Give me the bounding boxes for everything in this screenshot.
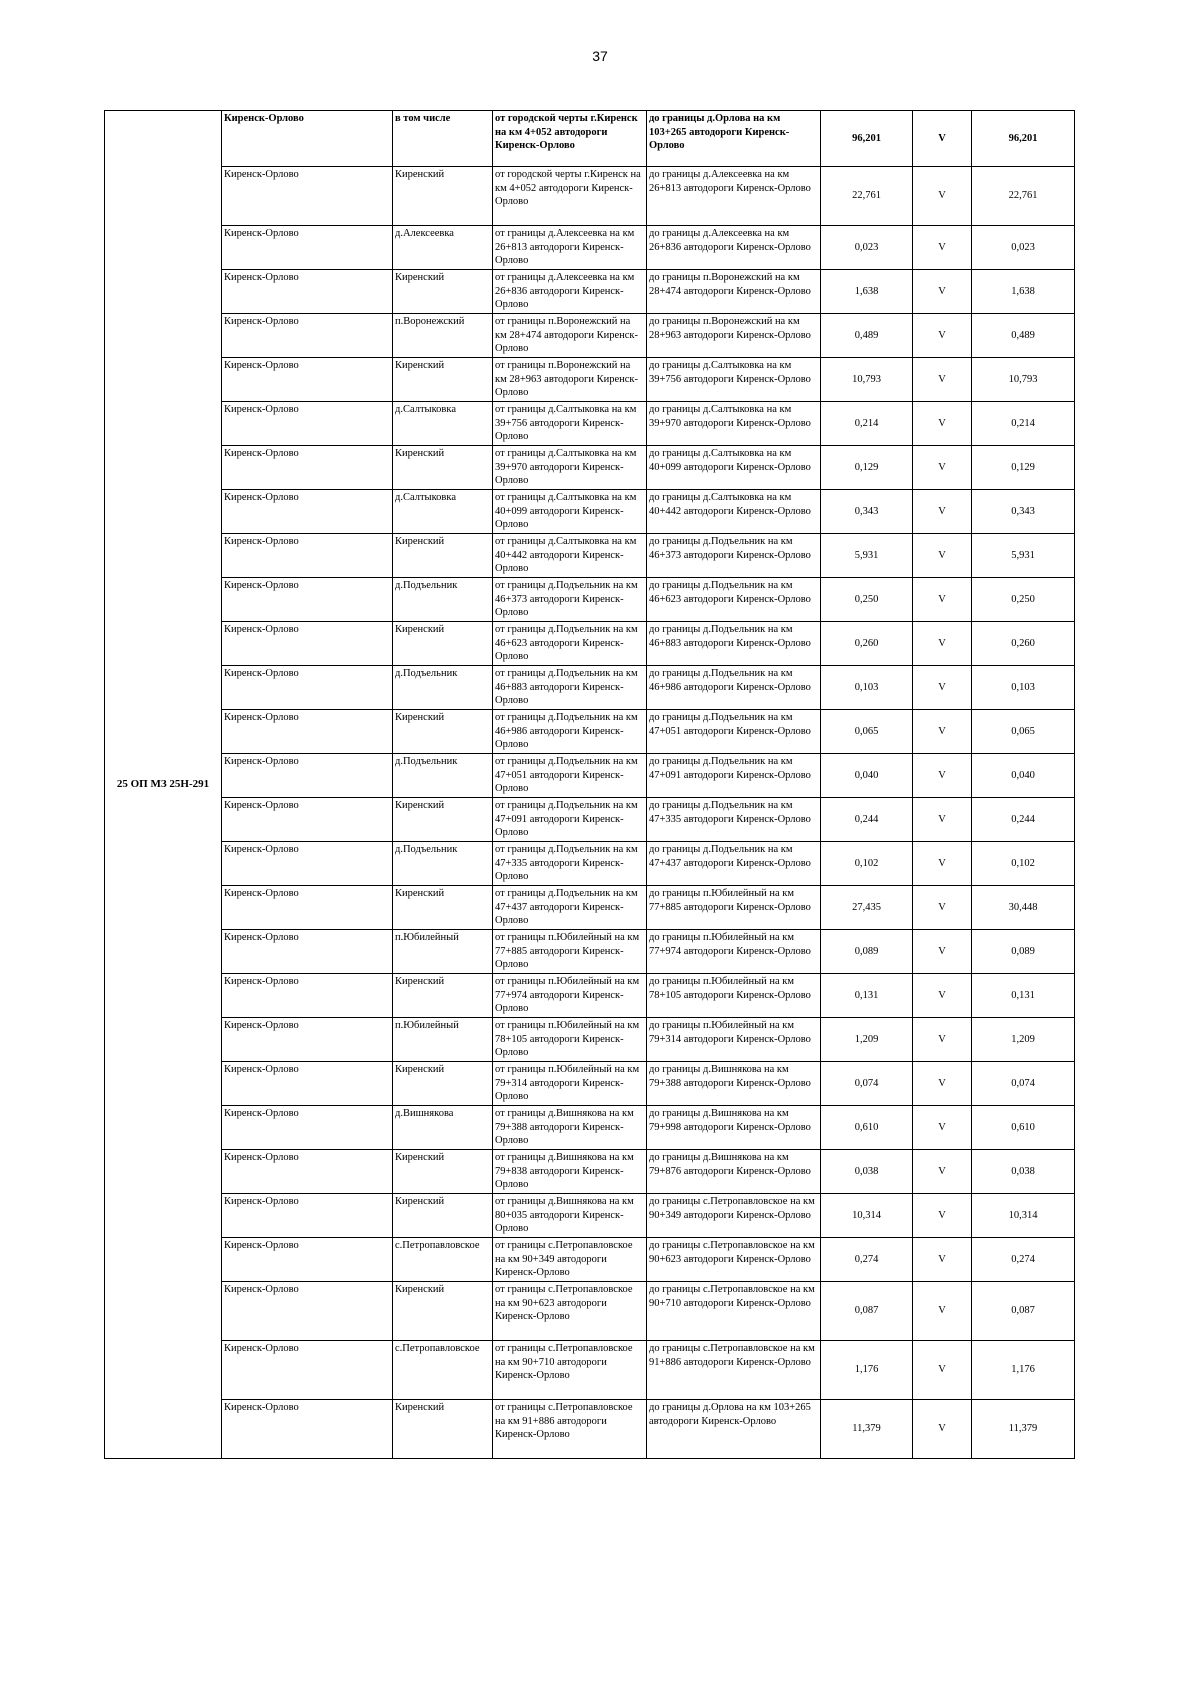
from-point-cell: от границы п.Юбилейный на км 79+314 автодороги Киренск-Орлово (493, 1062, 647, 1106)
area-cell: Киренский (393, 622, 493, 666)
area-cell: п.Юбилейный (393, 930, 493, 974)
from-point-cell: от границы д.Алексеевка на км 26+836 автодороги Киренск-Орлово (493, 270, 647, 314)
length-cell: 0,260 (821, 622, 913, 666)
area-cell: с.Петропавловское (393, 1341, 493, 1400)
from-point-cell: от городской черты г.Киренск на км 4+052 автодороги Киренск-Орлово (493, 167, 647, 226)
from-point-cell: от границы д.Вишнякова на км 79+838 автодороги Киренск-Орлово (493, 1150, 647, 1194)
area-cell: д.Подъельник (393, 578, 493, 622)
area-cell: д.Подъельник (393, 842, 493, 886)
category-cell: V (913, 798, 972, 842)
road-name-cell: Киренск-Орлово (222, 1282, 393, 1341)
category-cell: V (913, 270, 972, 314)
to-point-cell: до границы п.Юбилейный на км 78+105 автодороги Киренск-Орлово (647, 974, 821, 1018)
roads-table (104, 110, 1075, 1459)
from-point-cell: от границы д.Салтыковка на км 40+442 автодороги Киренск-Орлово (493, 534, 647, 578)
total-length-cell: 0,065 (972, 710, 1075, 754)
table-row (105, 490, 1075, 534)
road-name-cell: Киренск-Орлово (222, 490, 393, 534)
category-cell: V (913, 886, 972, 930)
to-point-cell: до границы д.Вишнякова на км 79+388 автодороги Киренск-Орлово (647, 1062, 821, 1106)
table-row (105, 111, 1075, 167)
road-name-cell: Киренск-Орлово (222, 842, 393, 886)
to-point-cell: до границы д.Подъельник на км 47+437 автодороги Киренск-Орлово (647, 842, 821, 886)
total-length-cell: 5,931 (972, 534, 1075, 578)
to-point-cell: до границы п.Юбилейный на км 77+974 автодороги Киренск-Орлово (647, 930, 821, 974)
length-cell: 10,793 (821, 358, 913, 402)
table-row (105, 270, 1075, 314)
total-length-cell: 96,201 (972, 111, 1075, 167)
to-point-cell: до границы с.Петропавловское на км 90+349 автодороги Киренск-Орлово (647, 1194, 821, 1238)
category-cell: V (913, 111, 972, 167)
road-name-cell: Киренск-Орлово (222, 1018, 393, 1062)
area-cell: д.Салтыковка (393, 490, 493, 534)
table-row (105, 226, 1075, 270)
to-point-cell: до границы п.Воронежский на км 28+474 автодороги Киренск-Орлово (647, 270, 821, 314)
road-name-cell: Киренск-Орлово (222, 111, 393, 167)
to-point-cell: до границы с.Петропавловское на км 91+886 автодороги Киренск-Орлово (647, 1341, 821, 1400)
area-cell: Киренский (393, 167, 493, 226)
road-name-cell: Киренск-Орлово (222, 446, 393, 490)
category-cell: V (913, 710, 972, 754)
from-point-cell: от границы с.Петропавловское на км 90+710 автодороги Киренск-Орлово (493, 1341, 647, 1400)
total-length-cell: 0,274 (972, 1238, 1075, 1282)
table-body (105, 111, 1075, 1459)
road-code-cell: 25 ОП МЗ 25Н-291 (105, 111, 222, 1459)
table-row (105, 534, 1075, 578)
road-name-cell: Киренск-Орлово (222, 1150, 393, 1194)
total-length-cell: 22,761 (972, 167, 1075, 226)
category-cell: V (913, 1341, 972, 1400)
to-point-cell: до границы д.Орлова на км 103+265 автодороги Киренск-Орлово (647, 1400, 821, 1459)
table-row (105, 1238, 1075, 1282)
from-point-cell: от границы д.Подъельник на км 47+051 автодороги Киренск-Орлово (493, 754, 647, 798)
length-cell: 0,087 (821, 1282, 913, 1341)
road-name-cell: Киренск-Орлово (222, 1194, 393, 1238)
total-length-cell: 0,489 (972, 314, 1075, 358)
road-name-cell: Киренск-Орлово (222, 798, 393, 842)
road-name-cell: Киренск-Орлово (222, 930, 393, 974)
from-point-cell: от границы д.Вишнякова на км 80+035 автодороги Киренск-Орлово (493, 1194, 647, 1238)
category-cell: V (913, 1400, 972, 1459)
total-length-cell: 0,131 (972, 974, 1075, 1018)
from-point-cell: от границы с.Петропавловское на км 90+623 автодороги Киренск-Орлово (493, 1282, 647, 1341)
length-cell: 0,074 (821, 1062, 913, 1106)
total-length-cell: 0,102 (972, 842, 1075, 886)
length-cell: 0,129 (821, 446, 913, 490)
total-length-cell: 10,793 (972, 358, 1075, 402)
category-cell: V (913, 754, 972, 798)
road-name-cell: Киренск-Орлово (222, 358, 393, 402)
from-point-cell: от границы п.Юбилейный на км 77+885 автодороги Киренск-Орлово (493, 930, 647, 974)
category-cell: V (913, 1062, 972, 1106)
road-name-cell: Киренск-Орлово (222, 1238, 393, 1282)
total-length-cell: 0,250 (972, 578, 1075, 622)
area-cell: Киренский (393, 358, 493, 402)
category-cell: V (913, 930, 972, 974)
length-cell: 22,761 (821, 167, 913, 226)
from-point-cell: от границы с.Петропавловское на км 90+349 автодороги Киренск-Орлово (493, 1238, 647, 1282)
table-row (105, 167, 1075, 226)
area-cell: Киренский (393, 886, 493, 930)
length-cell: 0,244 (821, 798, 913, 842)
total-length-cell: 0,129 (972, 446, 1075, 490)
table-row (105, 314, 1075, 358)
area-cell: Киренский (393, 1150, 493, 1194)
from-point-cell: от границы д.Подъельник на км 47+335 автодороги Киренск-Орлово (493, 842, 647, 886)
total-length-cell: 0,038 (972, 1150, 1075, 1194)
area-cell: Киренский (393, 1400, 493, 1459)
table-row (105, 930, 1075, 974)
to-point-cell: до границы д.Подъельник на км 46+373 автодороги Киренск-Орлово (647, 534, 821, 578)
length-cell: 0,102 (821, 842, 913, 886)
table-row (105, 446, 1075, 490)
from-point-cell: от границы д.Алексеевка на км 26+813 автодороги Киренск-Орлово (493, 226, 647, 270)
to-point-cell: до границы п.Юбилейный на км 79+314 автодороги Киренск-Орлово (647, 1018, 821, 1062)
table-row (105, 402, 1075, 446)
from-point-cell: от границы п.Воронежский на км 28+474 автодороги Киренск-Орлово (493, 314, 647, 358)
table-row (105, 710, 1075, 754)
road-name-cell: Киренск-Орлово (222, 886, 393, 930)
from-point-cell: от границы д.Подъельник на км 46+623 автодороги Киренск-Орлово (493, 622, 647, 666)
road-name-cell: Киренск-Орлово (222, 622, 393, 666)
length-cell: 0,065 (821, 710, 913, 754)
table-row (105, 886, 1075, 930)
road-name-cell: Киренск-Орлово (222, 1062, 393, 1106)
table-row (105, 1018, 1075, 1062)
total-length-cell: 1,176 (972, 1341, 1075, 1400)
table-row (105, 358, 1075, 402)
category-cell: V (913, 314, 972, 358)
table-row (105, 578, 1075, 622)
from-point-cell: от границы д.Подъельник на км 46+883 автодороги Киренск-Орлово (493, 666, 647, 710)
road-name-cell: Киренск-Орлово (222, 1400, 393, 1459)
area-cell: с.Петропавловское (393, 1238, 493, 1282)
total-length-cell: 1,209 (972, 1018, 1075, 1062)
category-cell: V (913, 666, 972, 710)
to-point-cell: до границы д.Орлова на км 103+265 автодороги Киренск-Орлово (647, 111, 821, 167)
length-cell: 0,131 (821, 974, 913, 1018)
category-cell: V (913, 446, 972, 490)
length-cell: 0,023 (821, 226, 913, 270)
to-point-cell: до границы п.Юбилейный на км 77+885 автодороги Киренск-Орлово (647, 886, 821, 930)
to-point-cell: до границы д.Вишнякова на км 79+998 автодороги Киренск-Орлово (647, 1106, 821, 1150)
area-cell: Киренский (393, 710, 493, 754)
table-row (105, 666, 1075, 710)
to-point-cell: до границы д.Салтыковка на км 39+970 автодороги Киренск-Орлово (647, 402, 821, 446)
road-name-cell: Киренск-Орлово (222, 754, 393, 798)
total-length-cell: 0,103 (972, 666, 1075, 710)
road-name-cell: Киренск-Орлово (222, 1341, 393, 1400)
to-point-cell: до границы д.Подъельник на км 46+623 автодороги Киренск-Орлово (647, 578, 821, 622)
area-cell: д.Подъельник (393, 754, 493, 798)
total-length-cell: 30,448 (972, 886, 1075, 930)
to-point-cell: до границы д.Вишнякова на км 79+876 автодороги Киренск-Орлово (647, 1150, 821, 1194)
total-length-cell: 0,089 (972, 930, 1075, 974)
category-cell: V (913, 534, 972, 578)
category-cell: V (913, 842, 972, 886)
from-point-cell: от границы д.Салтыковка на км 39+970 автодороги Киренск-Орлово (493, 446, 647, 490)
to-point-cell: до границы д.Подъельник на км 46+883 автодороги Киренск-Орлово (647, 622, 821, 666)
table-row (105, 842, 1075, 886)
length-cell: 0,250 (821, 578, 913, 622)
total-length-cell: 0,610 (972, 1106, 1075, 1150)
to-point-cell: до границы д.Алексеевка на км 26+813 автодороги Киренск-Орлово (647, 167, 821, 226)
to-point-cell: до границы д.Салтыковка на км 40+442 автодороги Киренск-Орлово (647, 490, 821, 534)
category-cell: V (913, 1282, 972, 1341)
from-point-cell: от границы д.Подъельник на км 46+373 автодороги Киренск-Орлово (493, 578, 647, 622)
table-row (105, 1400, 1075, 1459)
road-name-cell: Киренск-Орлово (222, 402, 393, 446)
road-name-cell: Киренск-Орлово (222, 974, 393, 1018)
area-cell: п.Воронежский (393, 314, 493, 358)
total-length-cell: 0,214 (972, 402, 1075, 446)
category-cell: V (913, 622, 972, 666)
length-cell: 1,209 (821, 1018, 913, 1062)
category-cell: V (913, 402, 972, 446)
length-cell: 1,638 (821, 270, 913, 314)
length-cell: 96,201 (821, 111, 913, 167)
road-name-cell: Киренск-Орлово (222, 710, 393, 754)
from-point-cell: от границы д.Салтыковка на км 39+756 автодороги Киренск-Орлово (493, 402, 647, 446)
page-number: 37 (592, 48, 608, 64)
from-point-cell: от границы п.Воронежский на км 28+963 автодороги Киренск-Орлово (493, 358, 647, 402)
table-row (105, 622, 1075, 666)
length-cell: 0,089 (821, 930, 913, 974)
total-length-cell: 11,379 (972, 1400, 1075, 1459)
road-name-cell: Киренск-Орлово (222, 534, 393, 578)
to-point-cell: до границы д.Салтыковка на км 39+756 автодороги Киренск-Орлово (647, 358, 821, 402)
to-point-cell: до границы д.Алексеевка на км 26+836 автодороги Киренск-Орлово (647, 226, 821, 270)
area-cell: Киренский (393, 446, 493, 490)
total-length-cell: 0,023 (972, 226, 1075, 270)
total-length-cell: 0,343 (972, 490, 1075, 534)
table-row (105, 1106, 1075, 1150)
category-cell: V (913, 226, 972, 270)
area-cell: Киренский (393, 798, 493, 842)
to-point-cell: до границы с.Петропавловское на км 90+623 автодороги Киренск-Орлово (647, 1238, 821, 1282)
length-cell: 0,274 (821, 1238, 913, 1282)
area-cell: Киренский (393, 1194, 493, 1238)
from-point-cell: от границы с.Петропавловское на км 91+886 автодороги Киренск-Орлово (493, 1400, 647, 1459)
table-row (105, 1194, 1075, 1238)
road-name-cell: Киренск-Орлово (222, 578, 393, 622)
length-cell: 10,314 (821, 1194, 913, 1238)
category-cell: V (913, 167, 972, 226)
road-name-cell: Киренск-Орлово (222, 314, 393, 358)
category-cell: V (913, 578, 972, 622)
road-name-cell: Киренск-Орлово (222, 226, 393, 270)
length-cell: 0,610 (821, 1106, 913, 1150)
to-point-cell: до границы д.Подъельник на км 46+986 автодороги Киренск-Орлово (647, 666, 821, 710)
category-cell: V (913, 1150, 972, 1194)
table-row (105, 974, 1075, 1018)
length-cell: 0,040 (821, 754, 913, 798)
from-point-cell: от границы д.Подъельник на км 47+437 автодороги Киренск-Орлово (493, 886, 647, 930)
total-length-cell: 0,074 (972, 1062, 1075, 1106)
category-cell: V (913, 358, 972, 402)
length-cell: 1,176 (821, 1341, 913, 1400)
road-name-cell: Киренск-Орлово (222, 270, 393, 314)
length-cell: 5,931 (821, 534, 913, 578)
from-point-cell: от городской черты г.Киренск на км 4+052 автодороги Киренск-Орлово (493, 111, 647, 167)
category-cell: V (913, 1106, 972, 1150)
area-cell: Киренский (393, 270, 493, 314)
area-cell: д.Подъельник (393, 666, 493, 710)
length-cell: 0,214 (821, 402, 913, 446)
length-cell: 0,038 (821, 1150, 913, 1194)
table-row (105, 1062, 1075, 1106)
road-name-cell: Киренск-Орлово (222, 666, 393, 710)
area-cell: п.Юбилейный (393, 1018, 493, 1062)
from-point-cell: от границы д.Подъельник на км 46+986 автодороги Киренск-Орлово (493, 710, 647, 754)
to-point-cell: до границы п.Воронежский на км 28+963 автодороги Киренск-Орлово (647, 314, 821, 358)
category-cell: V (913, 1238, 972, 1282)
area-cell: Киренский (393, 1062, 493, 1106)
to-point-cell: до границы д.Салтыковка на км 40+099 автодороги Киренск-Орлово (647, 446, 821, 490)
category-cell: V (913, 1018, 972, 1062)
road-name-cell: Киренск-Орлово (222, 1106, 393, 1150)
total-length-cell: 0,040 (972, 754, 1075, 798)
area-cell: Киренский (393, 1282, 493, 1341)
from-point-cell: от границы д.Подъельник на км 47+091 автодороги Киренск-Орлово (493, 798, 647, 842)
from-point-cell: от границы п.Юбилейный на км 77+974 автодороги Киренск-Орлово (493, 974, 647, 1018)
length-cell: 0,103 (821, 666, 913, 710)
total-length-cell: 0,244 (972, 798, 1075, 842)
length-cell: 11,379 (821, 1400, 913, 1459)
category-cell: V (913, 490, 972, 534)
length-cell: 0,489 (821, 314, 913, 358)
category-cell: V (913, 974, 972, 1018)
table-row (105, 798, 1075, 842)
to-point-cell: до границы д.Подъельник на км 47+091 автодороги Киренск-Орлово (647, 754, 821, 798)
to-point-cell: до границы д.Подъельник на км 47+051 автодороги Киренск-Орлово (647, 710, 821, 754)
table-row (105, 754, 1075, 798)
to-point-cell: до границы д.Подъельник на км 47+335 автодороги Киренск-Орлово (647, 798, 821, 842)
area-cell: д.Салтыковка (393, 402, 493, 446)
area-cell: в том числе (393, 111, 493, 167)
from-point-cell: от границы д.Вишнякова на км 79+388 автодороги Киренск-Орлово (493, 1106, 647, 1150)
total-length-cell: 0,260 (972, 622, 1075, 666)
to-point-cell: до границы с.Петропавловское на км 90+710 автодороги Киренск-Орлово (647, 1282, 821, 1341)
length-cell: 27,435 (821, 886, 913, 930)
area-cell: Киренский (393, 534, 493, 578)
area-cell: д.Вишнякова (393, 1106, 493, 1150)
from-point-cell: от границы д.Салтыковка на км 40+099 автодороги Киренск-Орлово (493, 490, 647, 534)
category-cell: V (913, 1194, 972, 1238)
length-cell: 0,343 (821, 490, 913, 534)
from-point-cell: от границы п.Юбилейный на км 78+105 автодороги Киренск-Орлово (493, 1018, 647, 1062)
road-name-cell: Киренск-Орлово (222, 167, 393, 226)
total-length-cell: 10,314 (972, 1194, 1075, 1238)
table-row (105, 1282, 1075, 1341)
total-length-cell: 1,638 (972, 270, 1075, 314)
table-row (105, 1341, 1075, 1400)
table-row (105, 1150, 1075, 1194)
total-length-cell: 0,087 (972, 1282, 1075, 1341)
area-cell: д.Алексеевка (393, 226, 493, 270)
area-cell: Киренский (393, 974, 493, 1018)
